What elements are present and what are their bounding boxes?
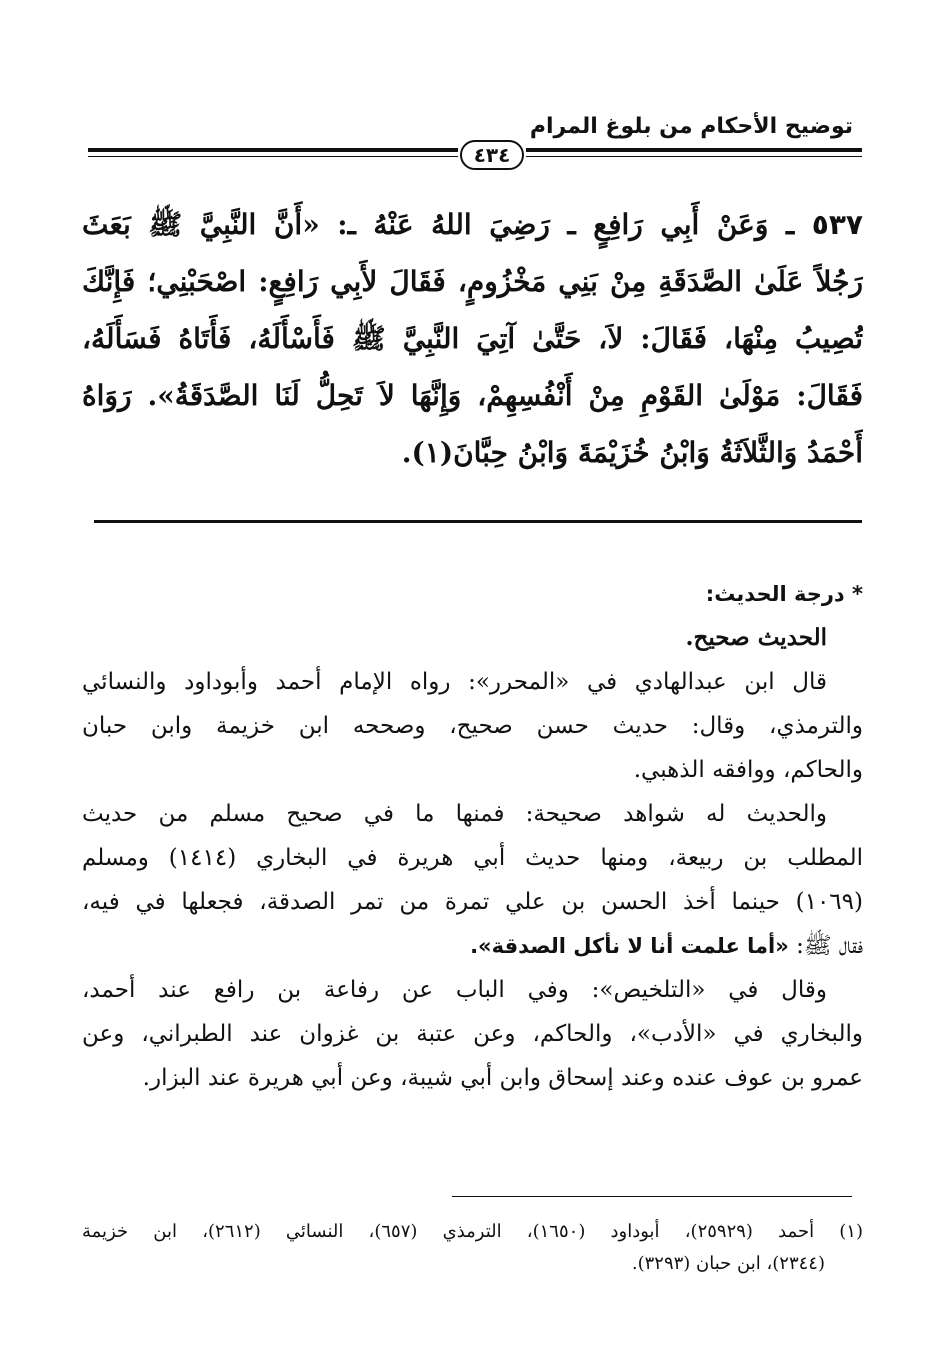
paragraph-line: المطلب بن ربيعة، ومنها حديث أبي هريرة في البخاري (١٤١٤) ومسلم xyxy=(82,845,863,871)
paragraph-line: عمرو بن عوف عنده وعند إسحاق وابن أبي شيبة، وعن أبي هريرة عند البزار. xyxy=(142,1065,863,1091)
hadith-text xyxy=(82,196,863,481)
paragraph-line: والبخاري في «الأدب»، والحاكم، وعن عتبة بن غزوان عند الطبراني، وعن xyxy=(82,1021,863,1047)
header-rule-left xyxy=(88,148,458,152)
section-heading: * درجة الحديث: xyxy=(705,582,863,606)
hadith-line: ٥٣٧ ـ وَعَنْ أَبِي رَافِعٍ ـ رَضِيَ اللهُ عَنْهُ ـ: «أَنَّ النَّبِيَّ ﷺ بَعَثَ xyxy=(82,208,863,241)
footnotes xyxy=(82,1216,863,1280)
page-number: ٤٣٤ xyxy=(460,140,524,170)
paragraph-line: والحاكم، ووافقه الذهبي. xyxy=(633,757,863,783)
section-divider xyxy=(94,520,862,523)
hadith-grade-section xyxy=(82,572,863,1100)
hadith-line: فَقَالَ: مَوْلَىٰ القَوْمِ مِنْ أَنْفُسِهِمْ، وَإِنَّهَا لاَ تَحِلُّ لَنَا الصَّدَقَةُ». رَوَاهُ xyxy=(82,379,863,412)
footnote-rule xyxy=(452,1196,852,1197)
footnote-line: (١) أحمد (٢٥٩٢٩)، أبوداود (١٦٥٠)، الترمذي (٦٥٧)، النسائي (٢٦١٢)، ابن خزيمة xyxy=(82,1221,863,1242)
hadith-line: رَجُلاً عَلَىٰ الصَّدَقَةِ مِنْ بَنِي مَخْزُومٍ، فَقَالَ لأَبِي رَافِعٍ: اصْحَبْنِي؛ فَإِنَّكَ xyxy=(82,265,863,298)
header-rule-left-thin xyxy=(88,156,458,157)
prophetic-quote: «أما علمت أنا لا نأكل الصدقة». xyxy=(470,934,789,958)
paragraph-line: (١٠٦٩) حينما أخذ الحسن بن علي تمرة من تمر الصدقة، فجعلها في فيه، xyxy=(82,889,863,915)
paragraph-line: وقال في «التلخيص»: وفي الباب عن رفاعة بن رافع عند أحمد، xyxy=(82,977,827,1003)
header-rule-right-thin xyxy=(526,156,862,157)
paragraph-line: والحديث له شواهد صحيحة: فمنها ما في صحيح مسلم من حديث xyxy=(82,801,827,827)
hadith-line: أَحْمَدُ وَالثَّلاَثَةُ وَابْنُ خُزَيْمَةَ وَابْنُ حِبَّانَ(١). xyxy=(401,436,863,469)
paragraph-line: قال ابن عبدالهادي في «المحرر»: رواه الإمام أحمد وأبوداود والنسائي xyxy=(82,669,827,695)
paragraph-line: والترمذي، وقال: حديث حسن صحيح، وصححه ابن خزيمة وابن حبان xyxy=(82,713,863,739)
quote-prefix: فقال ﷺ: xyxy=(788,933,863,959)
header-rule-right xyxy=(526,148,862,152)
paragraph-line xyxy=(82,924,863,968)
running-title: توضيح الأحكام من بلوغ المرام xyxy=(529,114,853,139)
grade-verdict: الحديث صحيح. xyxy=(685,624,827,651)
footnote-line: (٢٣٤٤)، ابن حبان (٣٢٩٣). xyxy=(631,1253,825,1274)
hadith-line-text: وَعَنْ أَبِي رَافِعٍ ـ رَضِيَ اللهُ عَنْهُ ـ: «أَنَّ النَّبِيَّ ﷺ بَعَثَ xyxy=(82,208,769,241)
hadith-line: تُصِيبُ مِنْهَا، فَقَالَ: لاَ، حَتَّىٰ آتِيَ النَّبِيَّ ﷺ فَأَسْأَلَهُ، فَأَتَاهُ فَسَأَلَهُ، xyxy=(82,322,863,355)
hadith-number: ٥٣٧ xyxy=(811,208,863,241)
